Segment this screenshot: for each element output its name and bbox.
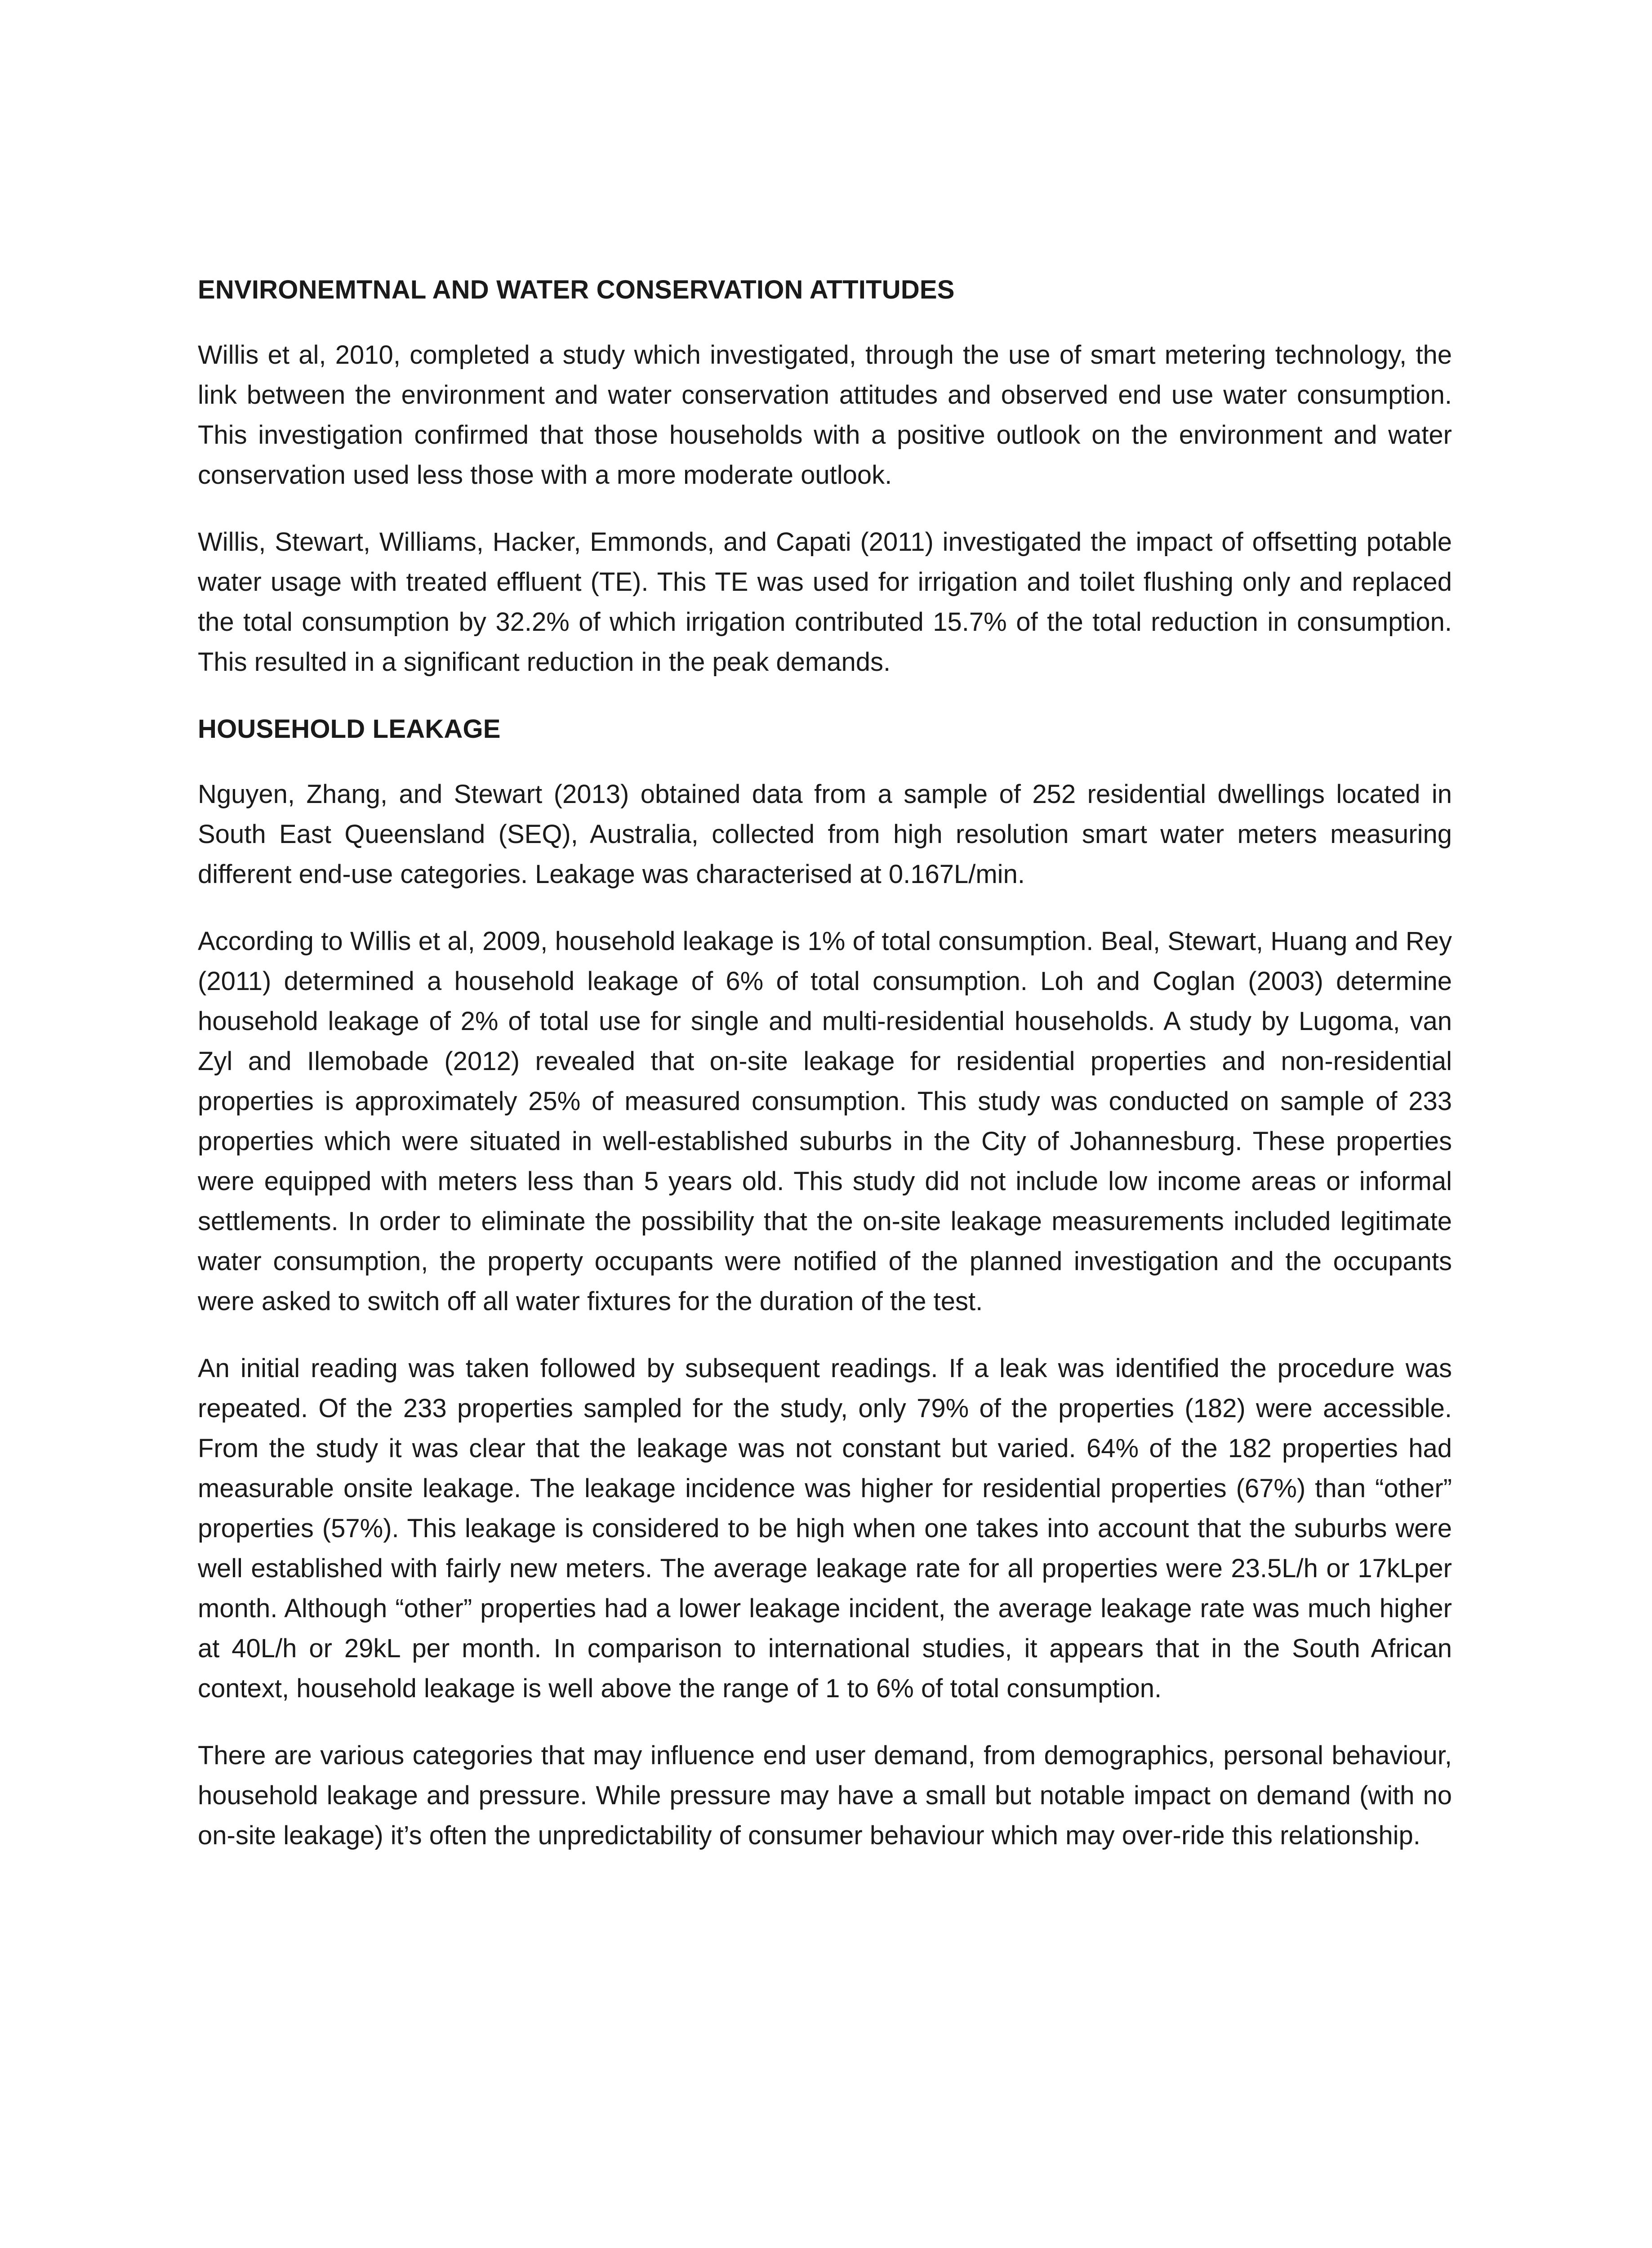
paragraph-nguyen-2013: Nguyen, Zhang, and Stewart (2013) obtained data from a sample of 252 residential dwellings located in South East Queensland (SEQ), Australia, collected from high resolution smart water meters measuring different end-use categories. Leakage was characterised at 0.167L/min.: [198, 780, 1452, 889]
paragraph-leakage-studies: According to Willis et al, 2009, household leakage is 1% of total consumption. Beal, Stewart, Huang and Rey (2011) determined a household leakage of 6% of total consumption. Loh and Coglan (2003) determine household leakage of 2% of total use for single and multi-residential households. A study by Lugoma, van Zyl and Ilemobade (2012) revealed that on-site leakage for residential properties and non-residential properties is approximately 25% of measured consumption. This study was conducted on sample of 233 properties which were situated in well-established suburbs in the City of Johannesburg. These properties were equipped with meters less than 5 years old. This study did not include low income areas or informal settlements. In order to eliminate the possibility that the on-site leakage measurements included legitimate water consumption, the property occupants were notified of the planned investigation and the occupants were asked to switch off all water fixtures for the duration of the test.: [198, 927, 1452, 1316]
section-heading-environmental-attitudes: ENVIRONEMTNAL AND WATER CONSERVATION ATTITUDES: [198, 275, 955, 304]
paragraph-demand-categories: There are various categories that may influence end user demand, from demographics, personal behaviour, household leakage and pressure. While pressure may have a small but notable impact on demand (with no on-site leakage) it’s often the unpredictability of consumer behaviour which may over-ride this relationship.: [198, 1741, 1452, 1850]
paragraph-willis-2011: Willis, Stewart, Williams, Hacker, Emmonds, and Capati (2011) investigated the impact of offsetting potable water usage with treated effluent (TE). This TE was used for irrigation and toilet flushing only and replaced the total consumption by 32.2% of which irrigation contributed 15.7% of the total reduction in consumption. This resulted in a significant reduction in the peak demands.: [198, 527, 1452, 677]
paragraph-willis-2010: Willis et al, 2010, completed a study which investigated, through the use of smart metering technology, the link between the environment and water conservation attitudes and observed end use water consumption. This investigation confirmed that those households with a positive outlook on the environment and water conservation used less those with a more moderate outlook.: [198, 340, 1452, 490]
page-content: [198, 270, 1452, 1882]
paragraph-leakage-readings: An initial reading was taken followed by subsequent readings. If a leak was identified the procedure was repeated. Of the 233 properties sampled for the study, only 79% of the properties (182) were accessible. From the study it was clear that the leakage was not constant but varied. 64% of the 182 properties had measurable onsite leakage. The leakage incidence was higher for residential properties (67%) than “other” properties (57%). This leakage is considered to be high when one takes into account that the suburbs were well established with fairly new meters. The average leakage rate for all properties were 23.5L/h or 17kLper month. Although “other” properties had a lower leakage incident, the average leakage rate was much higher at 40L/h or 29kL per month. In comparison to international studies, it appears that in the South African context, household leakage is well above the range of 1 to 6% of total consumption.: [198, 1354, 1452, 1703]
section-heading-household-leakage: HOUSEHOLD LEAKAGE: [198, 714, 501, 744]
